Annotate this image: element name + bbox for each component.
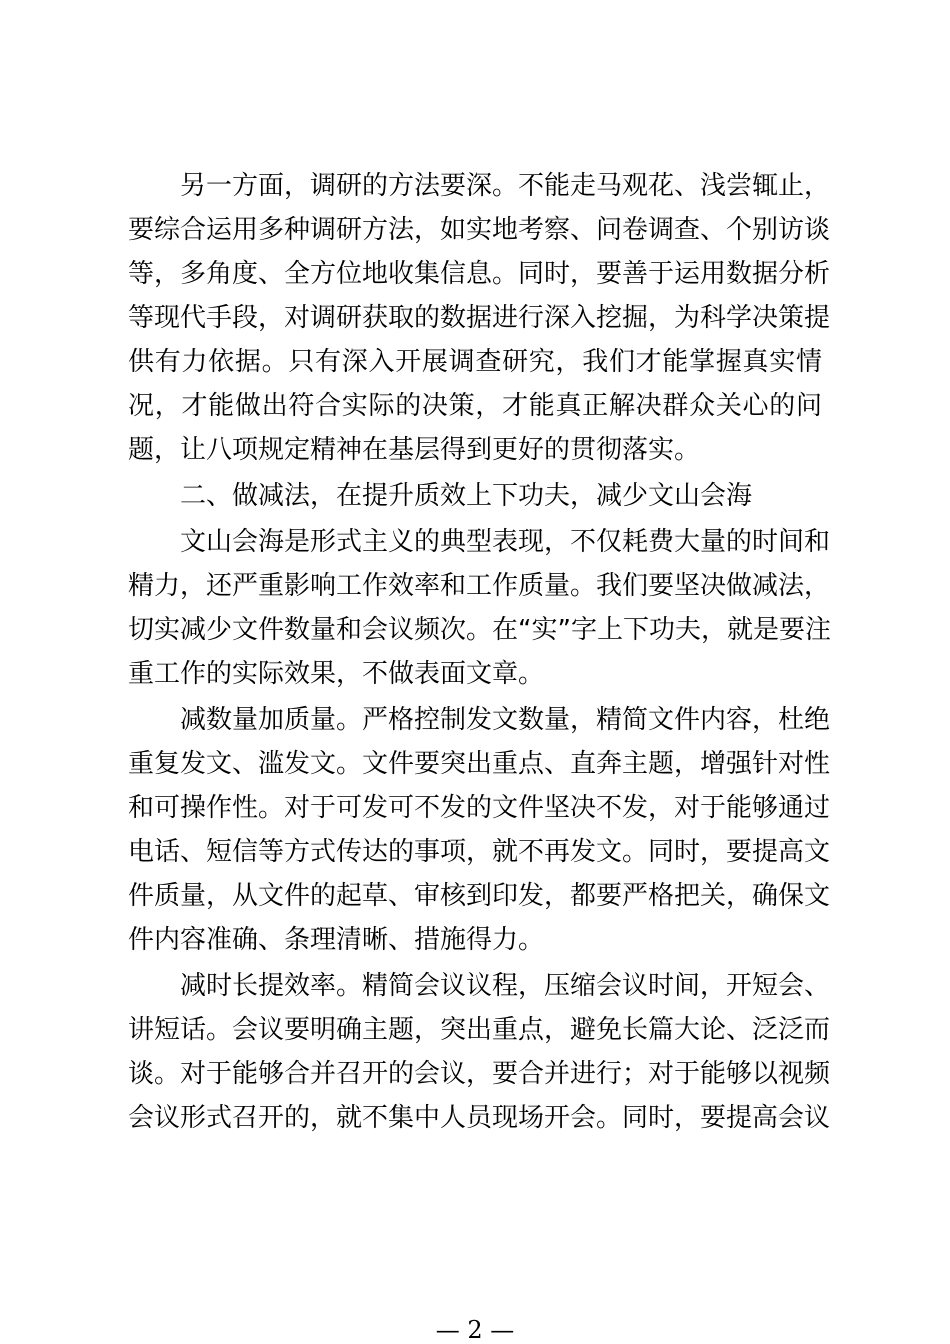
paragraph-line: 等，多角度、全方位地收集信息。同时，要善于运用数据分析	[128, 259, 831, 289]
paragraph-line: 件质量，从文件的起草、审核到印发，都要严格把关，确保文	[128, 881, 831, 911]
paragraph-line: 精力，还严重影响工作效率和工作质量。我们要坚决做减法，	[128, 571, 831, 601]
paragraph-line: 要综合运用多种调研方法，如实地考察、问卷调查、个别访谈	[128, 215, 831, 245]
paragraph-line: 和可操作性。对于可发可不发的文件坚决不发，对于能够通过	[128, 793, 831, 823]
paragraph-line: 等现代手段，对调研获取的数据进行深入挖掘，为科学决策提	[128, 303, 831, 333]
paragraph-line: 况，才能做出符合实际的决策，才能真正解决群众关心的问	[128, 391, 822, 421]
paragraph-line: 重工作的实际效果，不做表面文章。	[128, 659, 545, 689]
paragraph-line: 讲短话。会议要明确主题，突出重点，避免长篇大论、泛泛而	[128, 1015, 831, 1045]
paragraph-line: 会议形式召开的，就不集中人员现场开会。同时，要提高会议	[128, 1103, 831, 1133]
paragraph-line: 减时长提效率。精简会议议程，压缩会议时间，开短会、	[180, 971, 831, 1001]
paragraph-line: 供有力依据。只有深入开展调查研究，我们才能掌握真实情	[128, 347, 822, 377]
paragraph-line: 文山会海是形式主义的典型表现，不仅耗费大量的时间和	[180, 527, 831, 557]
section-heading: 二、做减法，在提升质效上下功夫，减少文山会海	[180, 481, 753, 511]
page-number: — 2 —	[435, 1316, 515, 1344]
paragraph-line: 件内容准确、条理清晰、措施得力。	[128, 925, 545, 955]
paragraph-line: 另一方面，调研的方法要深。不能走马观花、浅尝辄止，	[180, 171, 831, 201]
paragraph-line: 电话、短信等方式传达的事项，就不再发文。同时，要提高文	[128, 837, 831, 867]
paragraph-line: 重复发文、滥发文。文件要突出重点、直奔主题，增强针对性	[128, 749, 831, 779]
paragraph-line: 题，让八项规定精神在基层得到更好的贯彻落实。	[128, 435, 701, 465]
paragraph-line: 切实减少文件数量和会议频次。在“实”字上下功夫，就是要注	[128, 615, 831, 645]
paragraph-line: 谈。对于能够合并召开的会议，要合并进行；对于能够以视频	[128, 1059, 831, 1089]
paragraph-line: 减数量加质量。严格控制发文数量，精简文件内容，杜绝	[180, 705, 831, 735]
